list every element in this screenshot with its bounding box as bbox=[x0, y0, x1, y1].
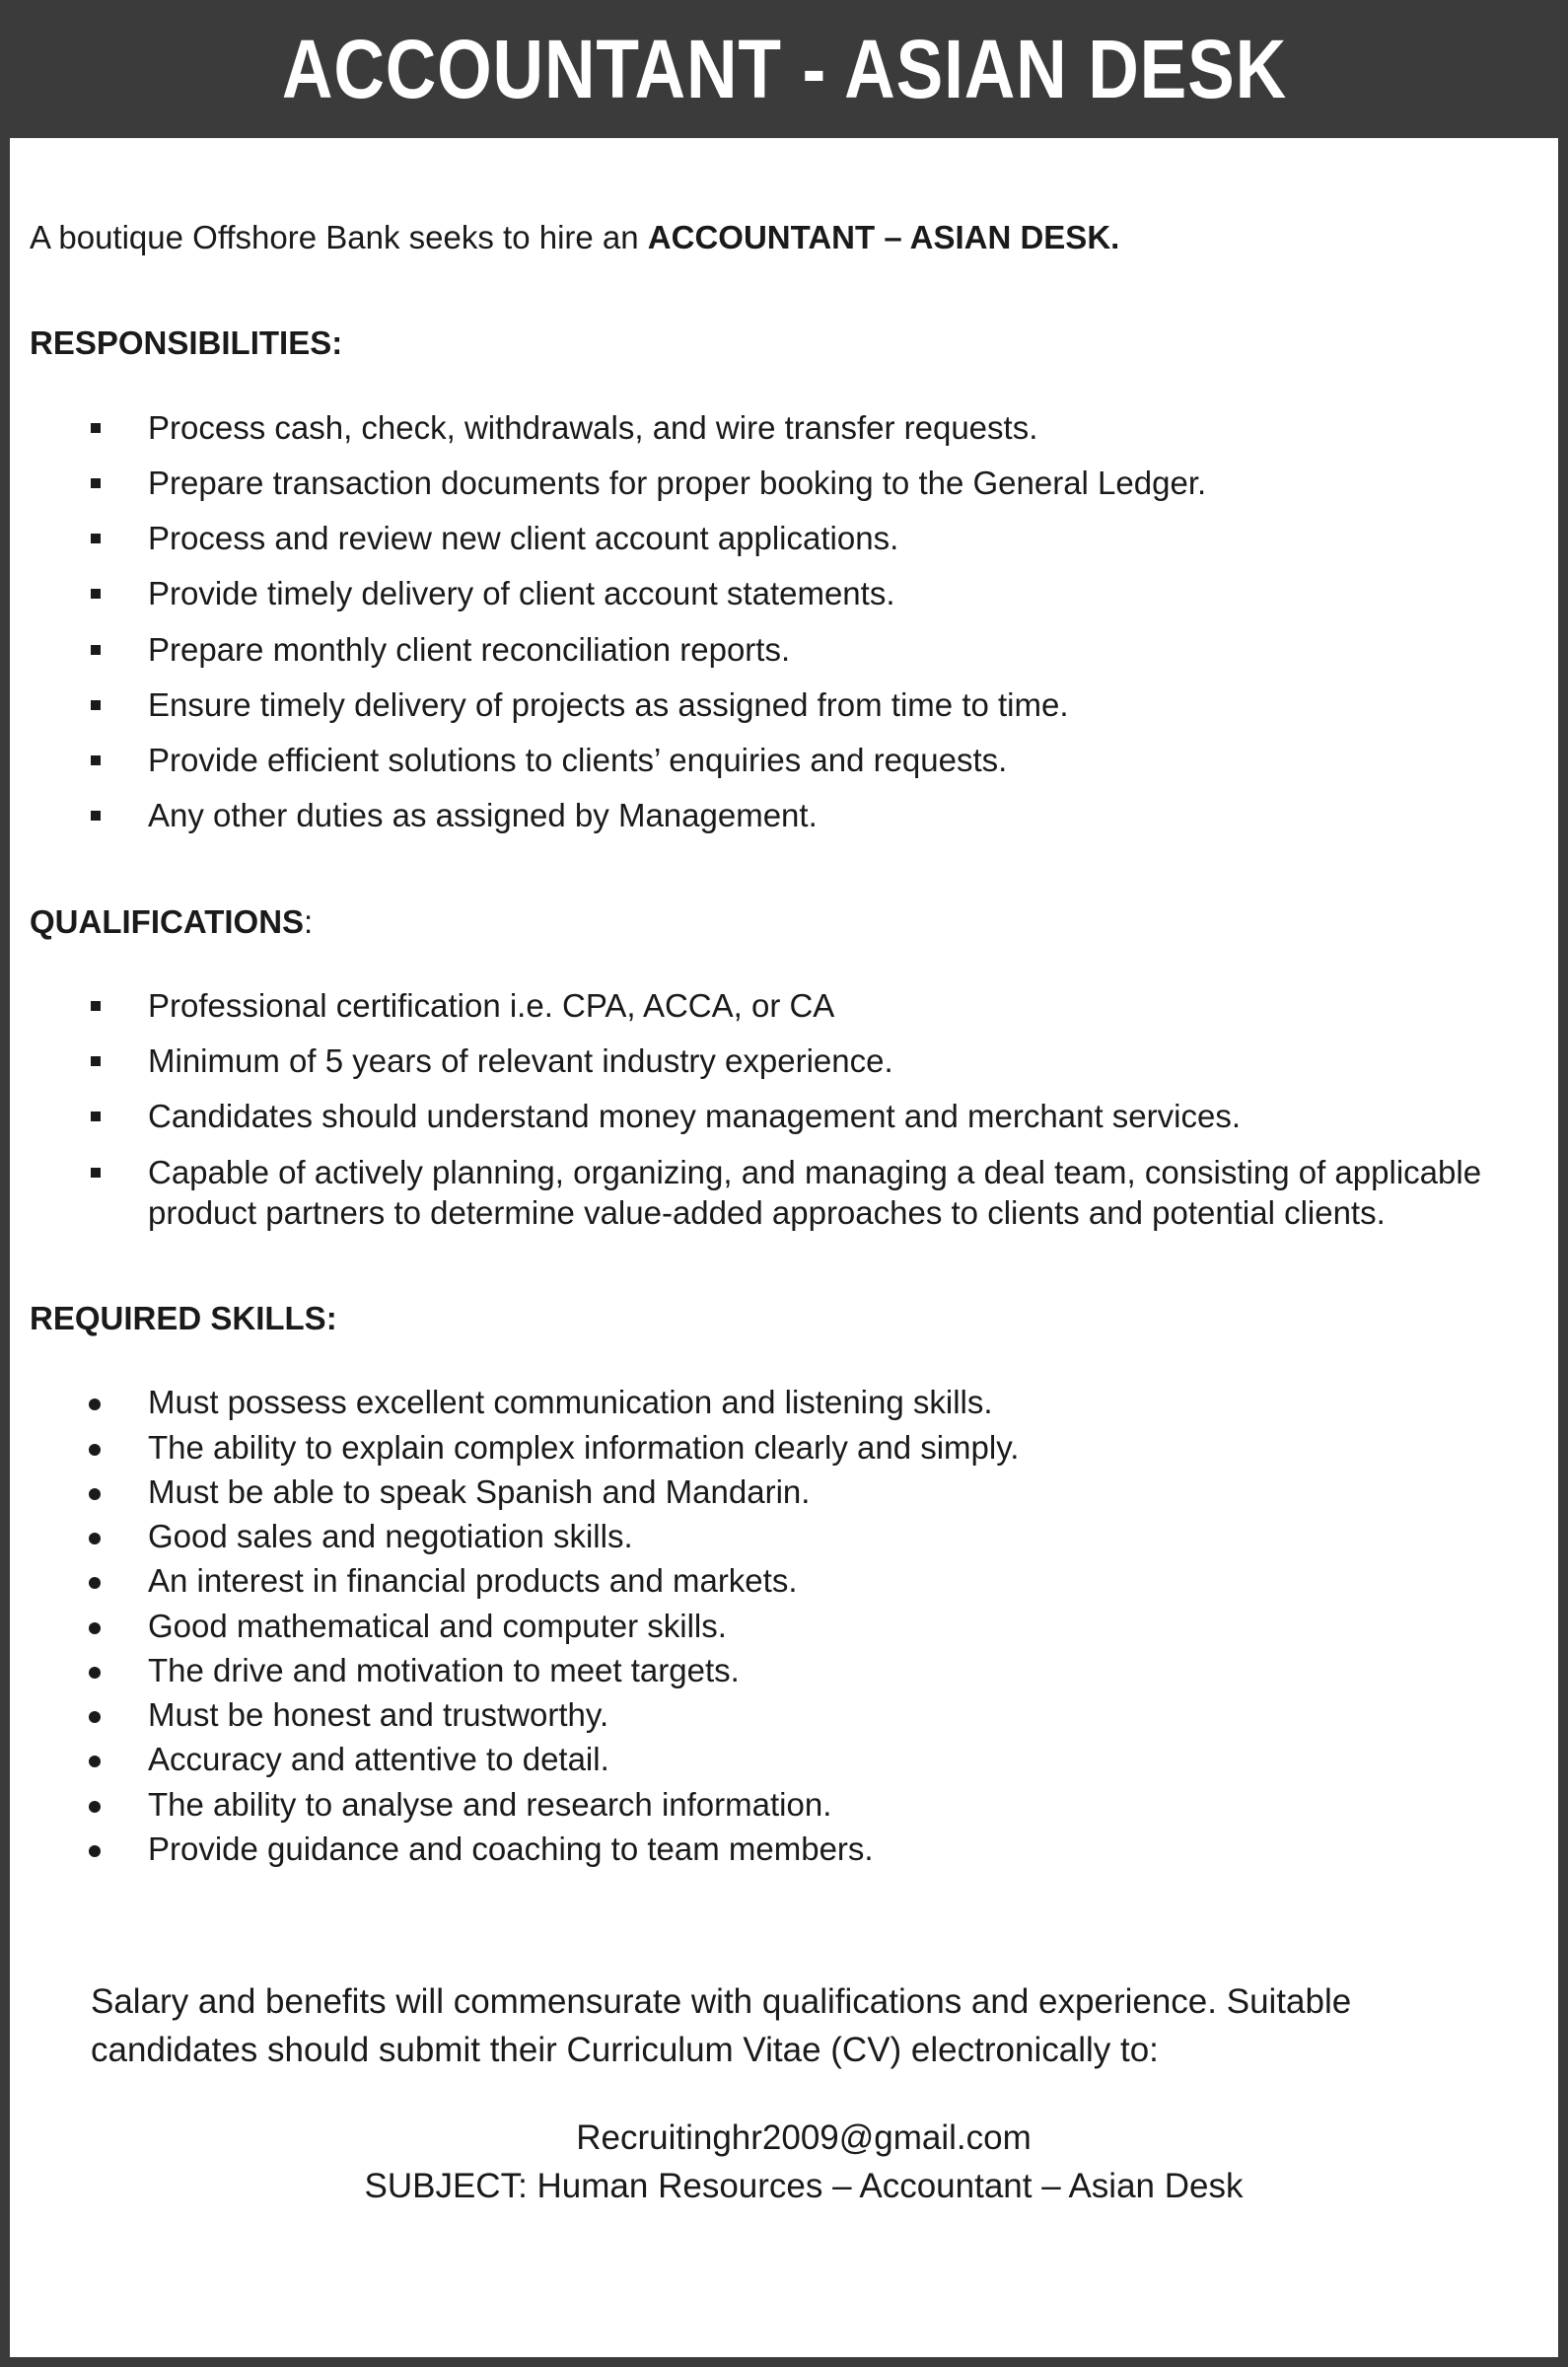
responsibility-item bbox=[30, 463, 1538, 503]
bullet-icon bbox=[91, 700, 101, 710]
skills-heading: REQUIRED SKILLS: bbox=[30, 1300, 337, 1336]
bullet-icon bbox=[91, 1056, 101, 1066]
skill-item-text: The drive and motivation to meet targets. bbox=[148, 1651, 740, 1688]
bullet-icon bbox=[91, 811, 101, 821]
qualifications-list bbox=[30, 985, 1538, 1233]
bullet-icon bbox=[91, 534, 101, 543]
responsibility-item-text: Prepare transaction documents for proper booking to the General Ledger. bbox=[148, 464, 1207, 501]
skill-item-text: Must be able to speak Spanish and Mandarin. bbox=[148, 1472, 811, 1510]
bullet-icon bbox=[91, 755, 101, 765]
qualification-item bbox=[30, 1152, 1538, 1234]
bullet-icon bbox=[89, 1711, 101, 1723]
responsibility-item bbox=[30, 795, 1538, 835]
bullet-icon bbox=[89, 1622, 101, 1634]
qualification-item bbox=[30, 1096, 1538, 1136]
responsibility-item-text: Prepare monthly client reconciliation reports. bbox=[148, 630, 791, 668]
qualification-item bbox=[30, 985, 1538, 1026]
skill-item-text: Good mathematical and computer skills. bbox=[148, 1607, 727, 1644]
bullet-icon bbox=[89, 1577, 101, 1589]
responsibility-item bbox=[30, 740, 1538, 780]
responsibility-item-text: Process cash, check, withdrawals, and wire transfer requests. bbox=[148, 408, 1038, 446]
contact-email[interactable]: Recruitinghr2009@gmail.com bbox=[576, 2118, 1032, 2157]
page-title: ACCOUNTANT - ASIAN DESK bbox=[281, 22, 1287, 115]
skill-item-text: Accuracy and attentive to detail. bbox=[148, 1741, 609, 1778]
skill-item bbox=[30, 1606, 1538, 1646]
qualification-item-text: Candidates should understand money management and merchant services. bbox=[148, 1098, 1241, 1135]
skill-item-text: The ability to explain complex information clearly and simply. bbox=[148, 1428, 1020, 1466]
qualification-item-text: Capable of actively planning, organizing, and managing a deal team, consisting of applicable product partners to determine value-added approaches to clients and potential clients. bbox=[148, 1153, 1482, 1231]
skill-item bbox=[30, 1560, 1538, 1601]
bullet-icon bbox=[91, 645, 101, 655]
intro-paragraph bbox=[30, 217, 1538, 257]
bullet-icon bbox=[89, 1801, 101, 1813]
qualification-item-text: Professional certification i.e. CPA, ACCA, or CA bbox=[148, 986, 835, 1024]
responsibility-item-text: Any other duties as assigned by Management. bbox=[148, 797, 818, 834]
posting-body bbox=[10, 217, 1558, 2210]
contact-block bbox=[30, 2114, 1538, 2210]
responsibilities-heading: RESPONSIBILITIES: bbox=[30, 324, 343, 362]
skill-item bbox=[30, 1739, 1538, 1779]
bullet-icon bbox=[91, 1112, 101, 1121]
title-banner bbox=[0, 0, 1568, 138]
bullet-icon bbox=[89, 1756, 101, 1767]
responsibility-item bbox=[30, 573, 1538, 613]
bullet-icon bbox=[89, 1667, 101, 1679]
responsibilities-list bbox=[30, 407, 1538, 836]
skill-item-text: Provide guidance and coaching to team members. bbox=[148, 1829, 874, 1867]
bullet-icon bbox=[89, 1444, 101, 1456]
skill-item bbox=[30, 1471, 1538, 1512]
qualifications-heading-colon: : bbox=[304, 902, 314, 940]
responsibility-item bbox=[30, 629, 1538, 670]
responsibility-item bbox=[30, 684, 1538, 725]
skill-item-text: The ability to analyse and research information. bbox=[148, 1785, 832, 1823]
skills-list bbox=[30, 1382, 1538, 1869]
intro-job-title: ACCOUNTANT – ASIAN DESK. bbox=[647, 219, 1120, 255]
qualification-item bbox=[30, 1040, 1538, 1081]
skill-item bbox=[30, 1650, 1538, 1690]
skill-item-text: An interest in financial products and markets. bbox=[148, 1562, 798, 1600]
intro-text: A boutique Offshore Bank seeks to hire an bbox=[30, 219, 648, 255]
bullet-icon bbox=[89, 1399, 101, 1410]
qualifications-heading-text: QUALIFICATIONS bbox=[30, 902, 305, 940]
skill-item bbox=[30, 1427, 1538, 1468]
skill-item-text: Must possess excellent communication and listening skills. bbox=[148, 1384, 993, 1421]
skill-item-text: Good sales and negotiation skills. bbox=[148, 1518, 633, 1554]
skill-item bbox=[30, 1382, 1538, 1422]
bullet-icon bbox=[89, 1533, 101, 1544]
skill-item bbox=[30, 1784, 1538, 1825]
closing-paragraph: Salary and benefits will commensurate with qualifications and experience. Suitable candidates should submit their Curriculum Vitae (CV) electronically to: bbox=[91, 1982, 1352, 2069]
qualification-item-text: Minimum of 5 years of relevant industry experience. bbox=[148, 1042, 893, 1079]
responsibility-item bbox=[30, 407, 1538, 448]
bullet-icon bbox=[91, 478, 101, 488]
responsibility-item bbox=[30, 518, 1538, 558]
skill-item bbox=[30, 1829, 1538, 1869]
bullet-icon bbox=[91, 1168, 101, 1178]
responsibility-item-text: Process and review new client account applications. bbox=[148, 520, 899, 556]
responsibility-item-text: Ensure timely delivery of projects as assigned from time to time. bbox=[148, 685, 1069, 723]
bullet-icon bbox=[89, 1845, 101, 1857]
bullet-icon bbox=[91, 1001, 101, 1011]
responsibility-item-text: Provide timely delivery of client account statements. bbox=[148, 575, 895, 612]
skill-item-text: Must be honest and trustworthy. bbox=[148, 1696, 609, 1733]
bullet-icon bbox=[89, 1488, 101, 1500]
responsibility-item-text: Provide efficient solutions to clients’ enquiries and requests. bbox=[148, 742, 1008, 778]
bullet-icon bbox=[91, 589, 101, 599]
contact-subject: SUBJECT: Human Resources – Accountant – Asian Desk bbox=[364, 2167, 1244, 2205]
skill-item bbox=[30, 1694, 1538, 1735]
bullet-icon bbox=[91, 423, 101, 433]
qualifications-heading bbox=[30, 901, 1538, 942]
skill-item bbox=[30, 1516, 1538, 1556]
